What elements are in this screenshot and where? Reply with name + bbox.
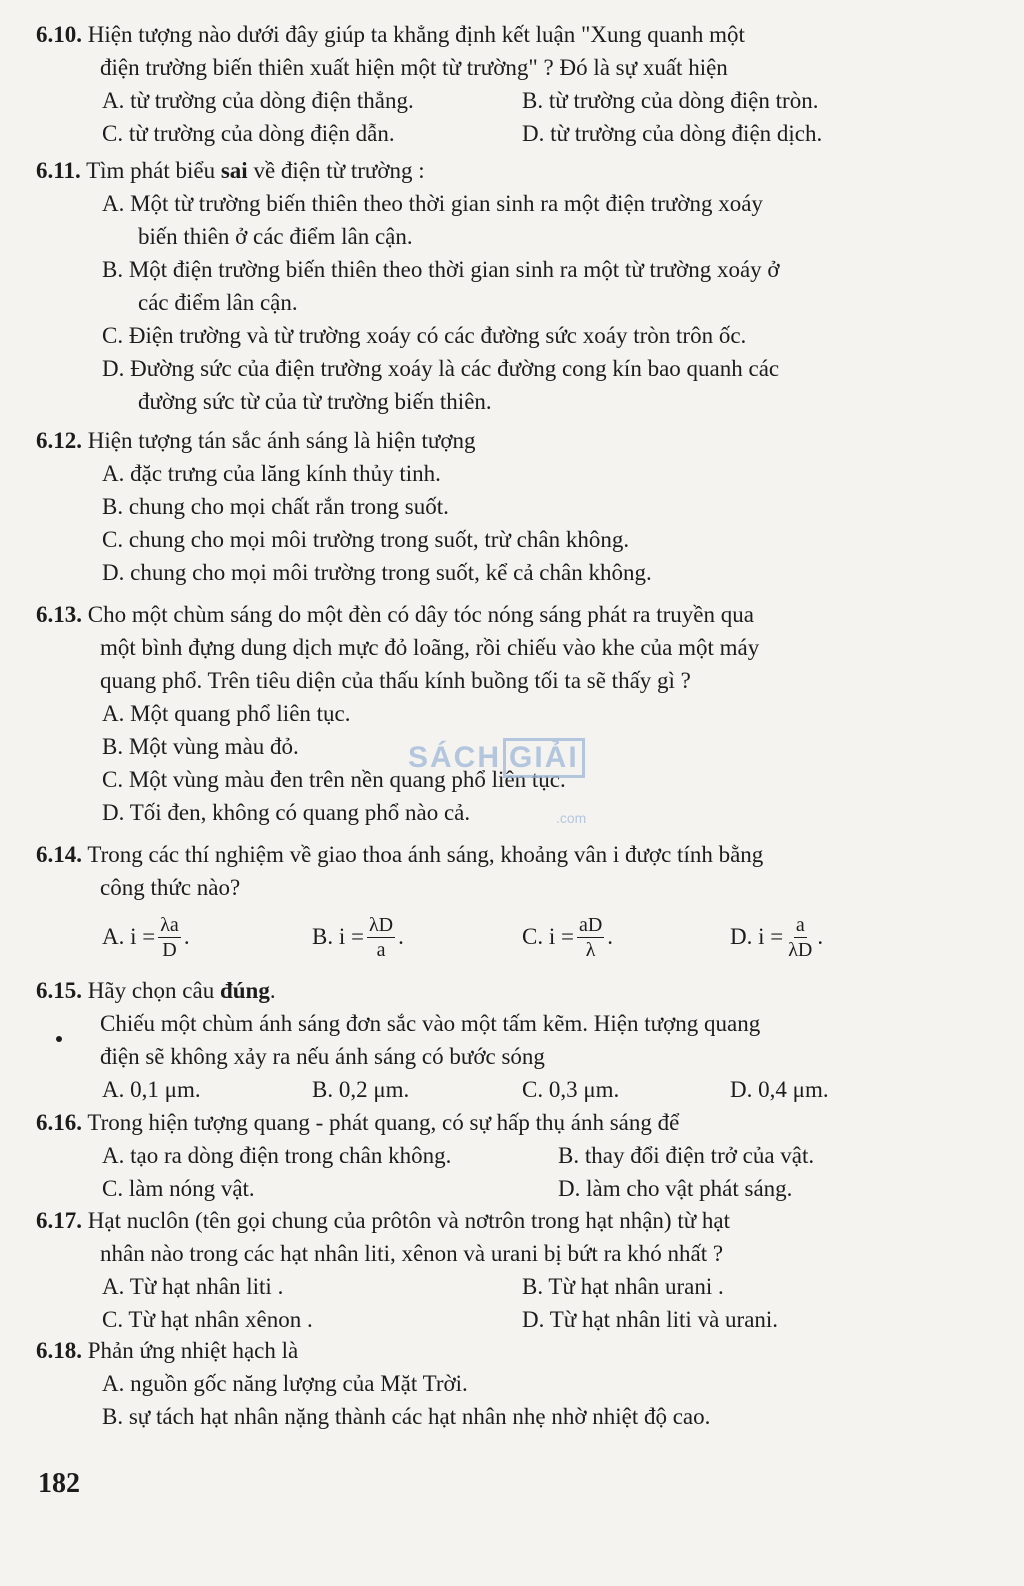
question-text-emphasis: sai — [220, 158, 248, 183]
option-a: A. từ trường của dòng điện thẳng. — [102, 88, 414, 113]
option-a: A. tạo ra dòng điện trong chân không. — [102, 1143, 452, 1168]
question-6-14 — [36, 838, 946, 970]
question-6-12 — [36, 424, 946, 589]
option-c: C. từ trường của dòng điện dẫn. — [102, 121, 395, 146]
question-text-emphasis: đúng — [219, 978, 270, 1003]
option-a: A. 0,1 μm. — [102, 1077, 201, 1102]
option-label: B. i = — [312, 924, 364, 949]
question-number: 6.18. — [36, 1338, 82, 1363]
option-d-cont: đường sức từ của từ trường biến thiên. — [138, 389, 492, 414]
question-text: quang phổ. Trên tiêu diện của thấu kính buồng tối ta sẽ thấy gì ? — [100, 668, 691, 693]
question-text: Cho một chùm sáng do một đèn có dây tóc nóng sáng phát ra truyền qua — [87, 602, 754, 627]
option-d: D. Tối đen, không có quang phổ nào cả. — [102, 800, 471, 825]
option-b: B. 0,2 μm. — [312, 1077, 410, 1102]
option-c: C. Một vùng màu đen trên nền quang phổ liên tục. — [102, 767, 566, 792]
question-6-18 — [36, 1334, 946, 1433]
watermark-logo — [408, 738, 608, 826]
option-b: B. Một điện trường biến thiên theo thời gian sinh ra một từ trường xoáy ở — [102, 257, 780, 282]
option-d: D. từ trường của dòng điện dịch. — [522, 121, 823, 146]
option-c: C. 0,3 μm. — [522, 1077, 620, 1102]
question-text: điện trường biến thiên xuất hiện một từ trường" ? Đó là sự xuất hiện — [100, 55, 728, 80]
option-label: A. i = — [102, 924, 156, 949]
option-b: B. thay đổi điện trở của vật. — [558, 1143, 815, 1168]
question-6-17 — [36, 1204, 946, 1336]
option-c: C. i = $\frac{aD}{\lambda}$ . — [522, 913, 614, 961]
option-a: A. Một từ trường biến thiên theo thời gian sinh ra một điện trường xoáy — [102, 191, 763, 216]
question-text: nhân nào trong các hạt nhân liti, xênon và urani bị bứt ra khó nhất ? — [100, 1241, 724, 1266]
option-b: B. sự tách hạt nhân nặng thành các hạt nhân nhẹ nhờ nhiệt độ cao. — [102, 1404, 711, 1429]
option-c: C. chung cho mọi môi trường trong suốt, trừ chân không. — [102, 527, 630, 552]
option-b-cont: các điểm lân cận. — [138, 290, 298, 315]
question-text: Hạt nuclôn (tên gọi chung của prôtôn và nơtrôn trong hạt nhận) từ hạt — [87, 1208, 731, 1233]
numerator: λa — [160, 913, 179, 936]
option-label: D. i = — [730, 924, 784, 949]
question-text-pre: Hãy chọn câu — [87, 978, 220, 1003]
option-c: C. làm nóng vật. — [102, 1176, 255, 1201]
option-b: B. Một vùng màu đỏ. — [102, 734, 299, 759]
watermark-text: GIẢI — [503, 738, 585, 778]
question-text-post: về điện từ trường : — [247, 158, 425, 183]
numerator: λD — [368, 913, 394, 936]
question-text: một bình đựng dung dịch mực đỏ loãng, rồi chiếu vào khe của một máy — [100, 635, 760, 660]
question-text: điện sẽ không xảy ra nếu ánh sáng có bước sóng — [100, 1044, 545, 1069]
question-number: 6.12. — [36, 428, 82, 453]
option-b: B. chung cho mọi chất rắn trong suốt. — [102, 494, 449, 519]
question-6-11 — [36, 154, 946, 418]
denominator: λ — [585, 938, 596, 961]
option-a-cont: biến thiên ở các điểm lân cận. — [138, 224, 413, 249]
option-d: D. Đường sức của điện trường xoáy là các đường cong kín bao quanh các — [102, 356, 780, 381]
option-d: D. i = $\frac{a}{\lambda D}$ . — [730, 913, 824, 961]
option-d: D. làm cho vật phát sáng. — [558, 1176, 793, 1201]
option-d: D. 0,4 μm. — [730, 1077, 829, 1102]
question-text-post: . — [269, 978, 276, 1003]
question-text: Chiếu một chùm ánh sáng đơn sắc vào một tấm kẽm. Hiện tượng quang — [100, 1011, 761, 1036]
question-text: Hiện tượng tán sắc ánh sáng là hiện tượng — [87, 428, 476, 453]
denominator: D — [162, 938, 177, 961]
option-c: C. Điện trường và từ trường xoáy có các đường sức xoáy tròn trôn ốc. — [102, 323, 747, 348]
question-text-pre: Tìm phát biểu — [86, 158, 221, 183]
page-number: 182 — [38, 1468, 80, 1499]
option-label: C. i = — [522, 924, 574, 949]
numerator: a — [795, 913, 805, 936]
option-a: A. Một quang phổ liên tục. — [102, 701, 351, 726]
question-number: 6.10. — [36, 22, 82, 47]
question-number: 6.15. — [36, 978, 82, 1003]
denominator: λD — [788, 938, 813, 961]
question-6-10 — [36, 18, 946, 150]
option-a: A. đặc trưng của lăng kính thủy tinh. — [102, 461, 441, 486]
question-number: 6.13. — [36, 602, 82, 627]
option-b: B. Từ hạt nhân urani . — [522, 1274, 724, 1299]
option-b: B. i = $\frac{\lambda D}{a}$ . — [312, 913, 404, 961]
question-text: công thức nào? — [100, 875, 241, 900]
question-number: 6.11. — [36, 158, 81, 183]
option-d: D. Từ hạt nhân liti và urani. — [522, 1307, 779, 1332]
option-a: A. i = $\frac{\lambda a}{D}$ . — [102, 913, 190, 961]
watermark-text: SÁCH — [408, 741, 502, 774]
numerator: aD — [578, 913, 603, 936]
question-number: 6.17. — [36, 1208, 82, 1233]
option-a: A. nguồn gốc năng lượng của Mặt Trời. — [102, 1371, 468, 1396]
watermark-suffix: .com — [556, 810, 587, 826]
question-number: 6.16. — [36, 1110, 82, 1135]
option-a: A. Từ hạt nhân liti . — [102, 1274, 284, 1299]
option-d: D. chung cho mọi môi trường trong suốt, kể cả chân không. — [102, 560, 652, 585]
question-text: Hiện tượng nào dưới đây giúp ta khẳng định kết luận "Xung quanh một — [87, 22, 745, 47]
question-text: Phản ứng nhiệt hạch là — [87, 1338, 299, 1363]
question-6-15 — [36, 974, 946, 1106]
option-c: C. Từ hạt nhân xênon . — [102, 1307, 313, 1332]
question-text: Trong các thí nghiệm về giao thoa ánh sáng, khoảng vân i được tính bằng — [87, 842, 764, 867]
question-6-16 — [36, 1106, 946, 1205]
denominator: a — [376, 938, 386, 961]
question-text: Trong hiện tượng quang - phát quang, có sự hấp thụ ánh sáng để — [87, 1110, 680, 1135]
bullet-mark — [56, 1036, 62, 1042]
option-b: B. từ trường của dòng điện tròn. — [522, 88, 819, 113]
question-number: 6.14. — [36, 842, 82, 867]
